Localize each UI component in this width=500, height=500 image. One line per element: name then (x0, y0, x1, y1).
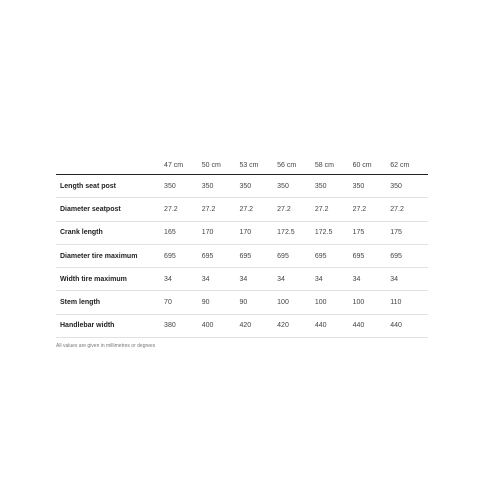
header-corner (56, 156, 164, 175)
row-label: Length seat post (56, 175, 164, 198)
table-cell: 175 (353, 221, 391, 244)
row-label: Diameter tire maximum (56, 244, 164, 267)
table-cell: 27.2 (277, 198, 315, 221)
table-cell: 172.5 (315, 221, 353, 244)
table-cell: 695 (202, 244, 240, 267)
table-row (56, 175, 428, 198)
table-cell: 350 (277, 175, 315, 198)
table-row (56, 268, 428, 291)
table-cell: 420 (277, 314, 315, 337)
table-cell: 420 (239, 314, 277, 337)
column-header: 53 cm (239, 156, 277, 175)
table-cell: 440 (315, 314, 353, 337)
column-header: 56 cm (277, 156, 315, 175)
table-cell: 27.2 (353, 198, 391, 221)
table-cell: 440 (353, 314, 391, 337)
table-cell: 350 (202, 175, 240, 198)
table-cell: 34 (164, 268, 202, 291)
table-cell: 34 (353, 268, 391, 291)
table-row (56, 198, 428, 221)
table-cell: 100 (315, 291, 353, 314)
table-cell: 34 (315, 268, 353, 291)
table-cell: 440 (390, 314, 428, 337)
column-header: 62 cm (390, 156, 428, 175)
table-row (56, 244, 428, 267)
header-row (56, 156, 428, 175)
row-label: Handlebar width (56, 314, 164, 337)
units-footnote: All values are given in millimetres or degrees (56, 343, 156, 350)
table-cell: 70 (164, 291, 202, 314)
table-cell: 34 (277, 268, 315, 291)
table-row (56, 291, 428, 314)
table-cell: 695 (164, 244, 202, 267)
table-cell: 165 (164, 221, 202, 244)
table-cell: 350 (353, 175, 391, 198)
table-cell: 350 (315, 175, 353, 198)
table-row (56, 221, 428, 244)
geometry-table (56, 156, 428, 338)
table-header (56, 156, 428, 175)
table-cell: 170 (239, 221, 277, 244)
table-cell: 90 (202, 291, 240, 314)
table-cell: 100 (353, 291, 391, 314)
table-cell: 34 (239, 268, 277, 291)
table-body (56, 175, 428, 338)
table-cell: 380 (164, 314, 202, 337)
table-cell: 110 (390, 291, 428, 314)
table-cell: 170 (202, 221, 240, 244)
table-cell: 27.2 (239, 198, 277, 221)
table-cell: 695 (277, 244, 315, 267)
column-header: 60 cm (353, 156, 391, 175)
row-label: Stem length (56, 291, 164, 314)
table-cell: 27.2 (390, 198, 428, 221)
column-header: 58 cm (315, 156, 353, 175)
table-cell: 34 (202, 268, 240, 291)
table-cell: 27.2 (164, 198, 202, 221)
table-cell: 695 (315, 244, 353, 267)
table-cell: 350 (390, 175, 428, 198)
table-cell: 695 (390, 244, 428, 267)
table-cell: 400 (202, 314, 240, 337)
table-cell: 695 (239, 244, 277, 267)
table-cell: 100 (277, 291, 315, 314)
table-cell: 27.2 (202, 198, 240, 221)
row-label: Diameter seatpost (56, 198, 164, 221)
table-cell: 350 (164, 175, 202, 198)
table-cell: 695 (353, 244, 391, 267)
table-cell: 34 (390, 268, 428, 291)
table-cell: 172.5 (277, 221, 315, 244)
geometry-table-container (56, 156, 428, 349)
table-cell: 90 (239, 291, 277, 314)
column-header: 47 cm (164, 156, 202, 175)
table-cell: 350 (239, 175, 277, 198)
table-cell: 27.2 (315, 198, 353, 221)
column-header: 50 cm (202, 156, 240, 175)
table-row (56, 314, 428, 337)
row-label: Width tire maximum (56, 268, 164, 291)
row-label: Crank length (56, 221, 164, 244)
table-cell: 175 (390, 221, 428, 244)
